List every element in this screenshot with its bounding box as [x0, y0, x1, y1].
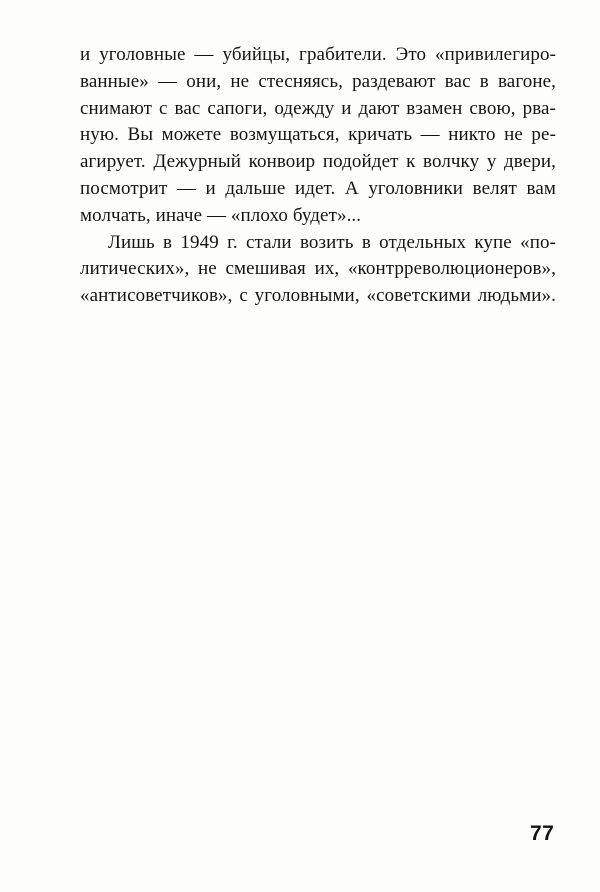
text-line: ванные» — они, не стесняясь, раздевают вас в вагоне,	[80, 70, 556, 92]
text-line: агирует. Дежурный конвоир подойдет к волчку у двери,	[80, 151, 556, 173]
body-text	[80, 42, 556, 310]
paragraph-1	[80, 42, 556, 230]
text-line: литических», не смешивая их, «контрреволюционеров»,	[80, 258, 556, 280]
text-line: Лишь в 1949 г. стали возить в отдельных купе «по-	[108, 231, 556, 253]
text-line: «антисоветчиков», с уголовными, «советскими людьми».	[80, 285, 556, 307]
text-line: и уголовные — убийцы, грабители. Это «привилегиро-	[80, 44, 556, 65]
text-line: посмотрит — и дальше идет. А уголовники велят вам	[80, 177, 556, 199]
paragraph-2	[80, 230, 556, 310]
text-line: ную. Вы можете возмущаться, кричать — никто не ре-	[80, 124, 556, 146]
text-line: снимают с вас сапоги, одежду и дают взамен свою, рва-	[80, 97, 556, 119]
page-number: 77	[530, 822, 555, 845]
text-line: молчать, иначе — «плохо будет»...	[80, 204, 362, 226]
